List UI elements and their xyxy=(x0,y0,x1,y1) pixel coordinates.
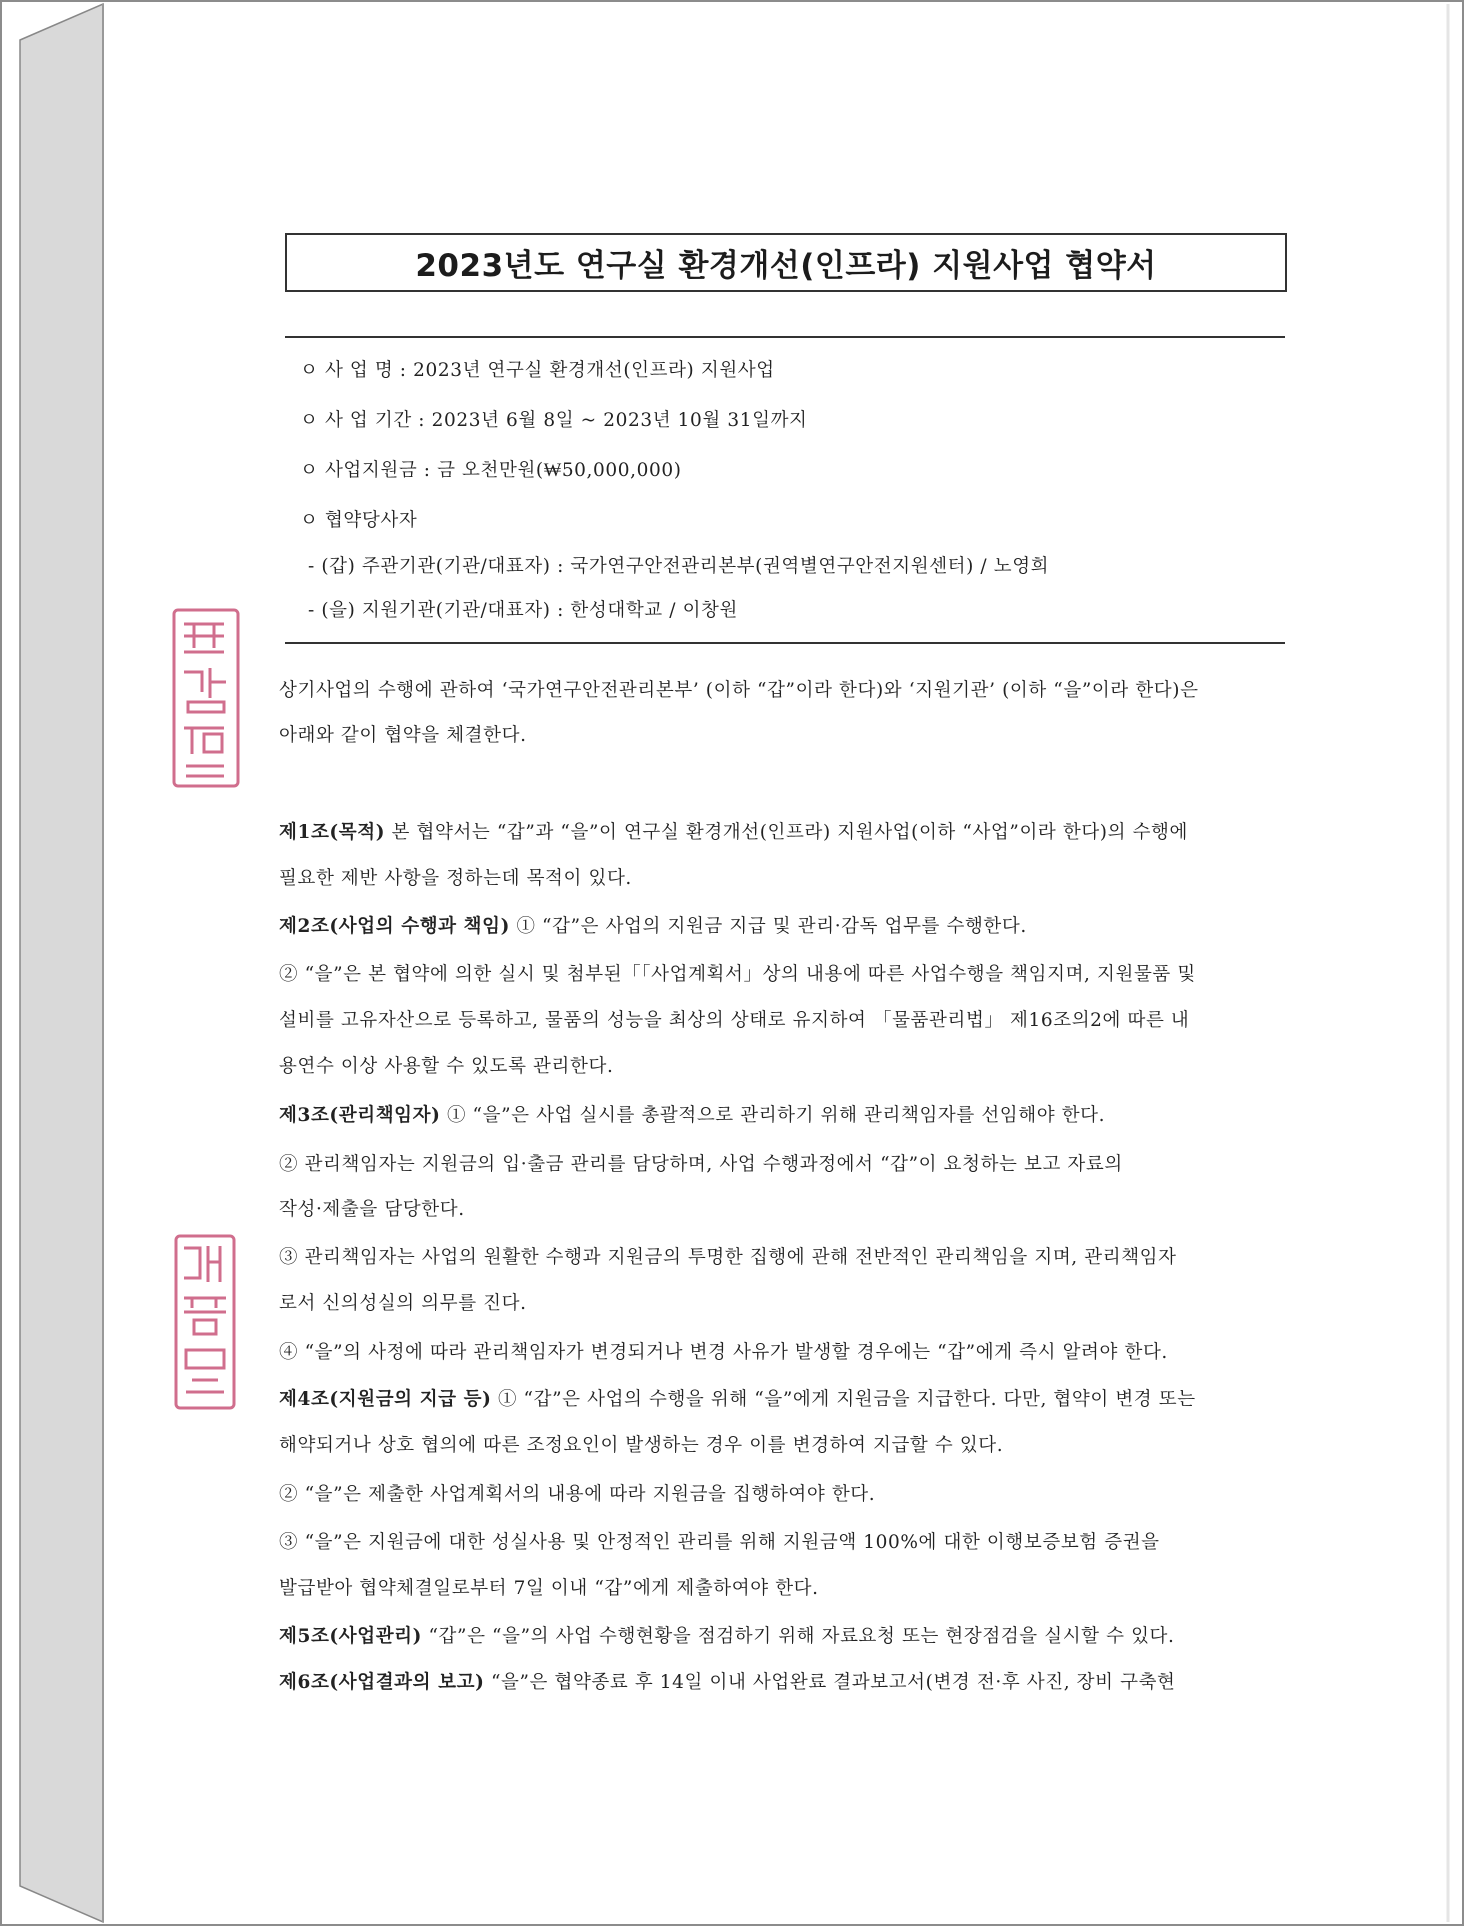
article-3-line-4: ③ 관리책임자는 사업의 원활한 수행과 지원금의 투명한 집행에 관해 전반적인 관리책임을 지며, 관리책임자 xyxy=(279,1247,1177,1268)
article-4-heading: 제4조(지원금의 지급 등) xyxy=(279,1389,492,1410)
article-5-heading: 제5조(사업관리) xyxy=(279,1626,423,1647)
info-support-fund: ㅇ 사업지원금 : 금 오천만원(₩50,000,000) xyxy=(300,460,682,481)
article-5-line-1: 제5조(사업관리) “갑”은 “을”의 사업 수행현황을 점검하기 위해 자료요청 또는 현장점검을 실시할 수 있다. xyxy=(279,1626,1175,1647)
info-project-period: ㅇ 사 업 기간 : 2023년 6월 8일 ~ 2023년 10월 31일까지 xyxy=(300,410,808,431)
article-1-heading: 제1조(목적) xyxy=(279,822,386,843)
article-2-line-4: 용연수 이상 사용할 수 있도록 관리한다. xyxy=(279,1056,614,1077)
article-2-line-1: 제2조(사업의 수행과 책임) ① “갑”은 사업의 지원금 지급 및 관리·감독 업무를 수행한다. xyxy=(279,916,1027,937)
article-3-line-5: 로서 신의성실의 의무를 진다. xyxy=(279,1293,527,1314)
info-project-name: ㅇ 사 업 명 : 2023년 연구실 환경개선(인프라) 지원사업 xyxy=(300,360,775,381)
seal-stamp-lower xyxy=(172,1232,238,1412)
article-4-line-2: 해약되거나 상호 협의에 따른 조정요인이 발생하는 경우 이를 변경하여 지급할 수 있다. xyxy=(279,1435,1004,1456)
article-4-line-3: ② “을”은 제출한 사업계획서의 내용에 따라 지원금을 집행하여야 한다. xyxy=(279,1484,876,1505)
intro-line-1: 상기사업의 수행에 관하여 ‘국가연구안전관리본부’ (이하 “갑”이라 한다)와 ‘지원기관’ (이하 “을”이라 한다)은 xyxy=(279,680,1199,701)
intro-line-2: 아래와 같이 협약을 체결한다. xyxy=(279,725,527,746)
article-1-line-2: 필요한 제반 사항을 정하는데 목적이 있다. xyxy=(279,868,632,889)
article-2-line-3: 설비를 고유자산으로 등록하고, 물품의 성능을 최상의 상태로 유지하여 「물품관리법」 제16조의2에 따른 내 xyxy=(279,1010,1190,1031)
article-3-line-6: ④ “을”의 사정에 따라 관리책임자가 변경되거나 변경 사유가 발생할 경우에는 “갑”에게 즉시 알려야 한다. xyxy=(279,1342,1168,1363)
article-1-line-1: 제1조(목적) 본 협약서는 “갑”과 “을”이 연구실 환경개선(인프라) 지원사업(이하 “사업”이라 한다)의 수행에 xyxy=(279,822,1188,843)
bottom-divider xyxy=(285,642,1285,644)
info-parties: ㅇ 협약당사자 xyxy=(300,510,418,531)
info-party-b: - (을) 지원기관(기관/대표자) : 한성대학교 / 이창원 xyxy=(308,600,738,621)
article-2-heading: 제2조(사업의 수행과 책임) xyxy=(279,916,510,937)
article-6-heading: 제6조(사업결과의 보고) xyxy=(279,1672,485,1693)
seal-stamp-upper xyxy=(170,606,242,790)
article-4-line-4: ③ “을”은 지원금에 대한 성실사용 및 안정적인 관리를 위해 지원금액 100%에 대한 이행보증보험 증권을 xyxy=(279,1532,1160,1553)
article-4-line-1: 제4조(지원금의 지급 등) ① “갑”은 사업의 수행을 위해 “을”에게 지원금을 지급한다. 다만, 협약이 변경 또는 xyxy=(279,1389,1196,1410)
article-3-line-2: ② 관리책임자는 지원금의 입·출금 관리를 담당하며, 사업 수행과정에서 “갑”이 요청하는 보고 자료의 xyxy=(279,1154,1123,1175)
article-6-line-1: 제6조(사업결과의 보고) “을”은 협약종료 후 14일 이내 사업완료 결과보고서(변경 전·후 사진, 장비 구축현 xyxy=(279,1672,1176,1693)
article-3-line-3: 작성·제출을 담당한다. xyxy=(279,1199,465,1220)
document-title: 2023년도 연구실 환경개선(인프라) 지원사업 협약서 xyxy=(285,233,1287,292)
article-3-line-1: 제3조(관리책임자) ① “을”은 사업 실시를 총괄적으로 관리하기 위해 관리책임자를 선임해야 한다. xyxy=(279,1105,1106,1126)
article-3-heading: 제3조(관리책임자) xyxy=(279,1105,441,1126)
article-4-line-5: 발급받아 협약체결일로부터 7일 이내 “갑”에게 제출하여야 한다. xyxy=(279,1578,819,1599)
info-party-a: - (갑) 주관기관(기관/대표자) : 국가연구안전관리본부(권역별연구안전지원센터) / 노영희 xyxy=(308,556,1050,577)
article-2-line-2: ② “을”은 본 협약에 의한 실시 및 첨부된「「사업계획서」상의 내용에 따른 사업수행을 책임지며, 지원물품 및 xyxy=(279,964,1196,985)
top-divider xyxy=(285,336,1285,338)
